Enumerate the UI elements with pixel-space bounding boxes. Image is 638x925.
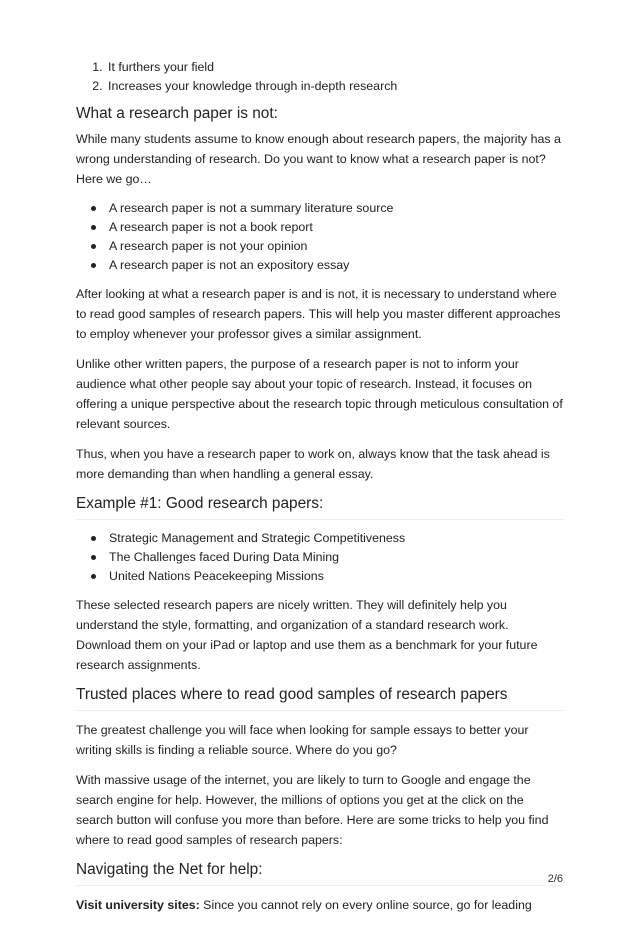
paragraph: Unlike other written papers, the purpose of a research paper is not to inform your audience what other people say about your topic of research. Instead, it focuses on offering a unique perspective about the research topic through meticulous consultation of relevant sources. [76,357,563,431]
section-heading-not: What a research paper is not: [76,105,278,122]
bullet-icon [91,225,96,230]
bold-lead: Visit university sites: [76,898,200,912]
intro-numbered-list [76,58,564,96]
paragraph: While many students assume to know enough about research papers, the majority has a wrong understanding of research. Do you want to know what a research paper is not? Here we go… [76,132,561,186]
list-item: A research paper is not your opinion [107,237,564,256]
section-heading-trusted: Trusted places where to read good samples of research papers [76,685,564,711]
paragraph: These selected research papers are nicely written. They will definitely help you understand the style, formatting, and organization of a standard research work. Download them on your iPad or laptop and use them as a benchmark for your future research assignments. [76,598,538,672]
paragraph: With massive usage of the internet, you are likely to turn to Google and engage the search engine for help. However, the millions of options you get at the click on the search button will confuse you more than before. Here are some tricks to help you find where to read good samples of research papers: [76,773,549,847]
bullet-icon [91,536,96,541]
bullet-icon [91,555,96,560]
bullet-icon [91,574,96,579]
paragraph [76,895,564,915]
section-heading-example: Example #1: Good research papers: [76,494,564,520]
section-heading-navigating: Navigating the Net for help: [76,860,564,886]
not-bullet-list [76,199,564,275]
list-item: Strategic Management and Strategic Competitiveness [107,529,564,548]
paragraph: Thus, when you have a research paper to work on, always know that the task ahead is more demanding than when handling a general essay. [76,447,550,481]
list-item: The Challenges faced During Data Mining [107,548,564,567]
bullet-icon [91,206,96,211]
paragraph: The greatest challenge you will face when looking for sample essays to better your writing skills is finding a reliable source. Where do you go? [76,723,529,757]
list-item: A research paper is not a summary literature source [107,199,564,218]
list-item: A research paper is not an expository essay [107,256,564,275]
list-item: United Nations Peacekeeping Missions [107,567,564,586]
list-item: 1. It furthers your field [106,58,564,77]
document-page [76,58,564,925]
paragraph: After looking at what a research paper is and is not, it is necessary to understand where to read good samples of research papers. This will help you master different approaches to employ whenever your professor gives a similar assignment. [76,287,561,341]
list-item: A research paper is not a book report [107,218,564,237]
bullet-icon [91,244,96,249]
page-number: 2/6 [547,873,563,885]
lead-text: Since you cannot rely on every online source, go for leading [199,898,532,912]
bullet-icon [91,263,96,268]
example-bullet-list [76,529,564,586]
list-item: 2. Increases your knowledge through in-depth research [106,77,564,96]
